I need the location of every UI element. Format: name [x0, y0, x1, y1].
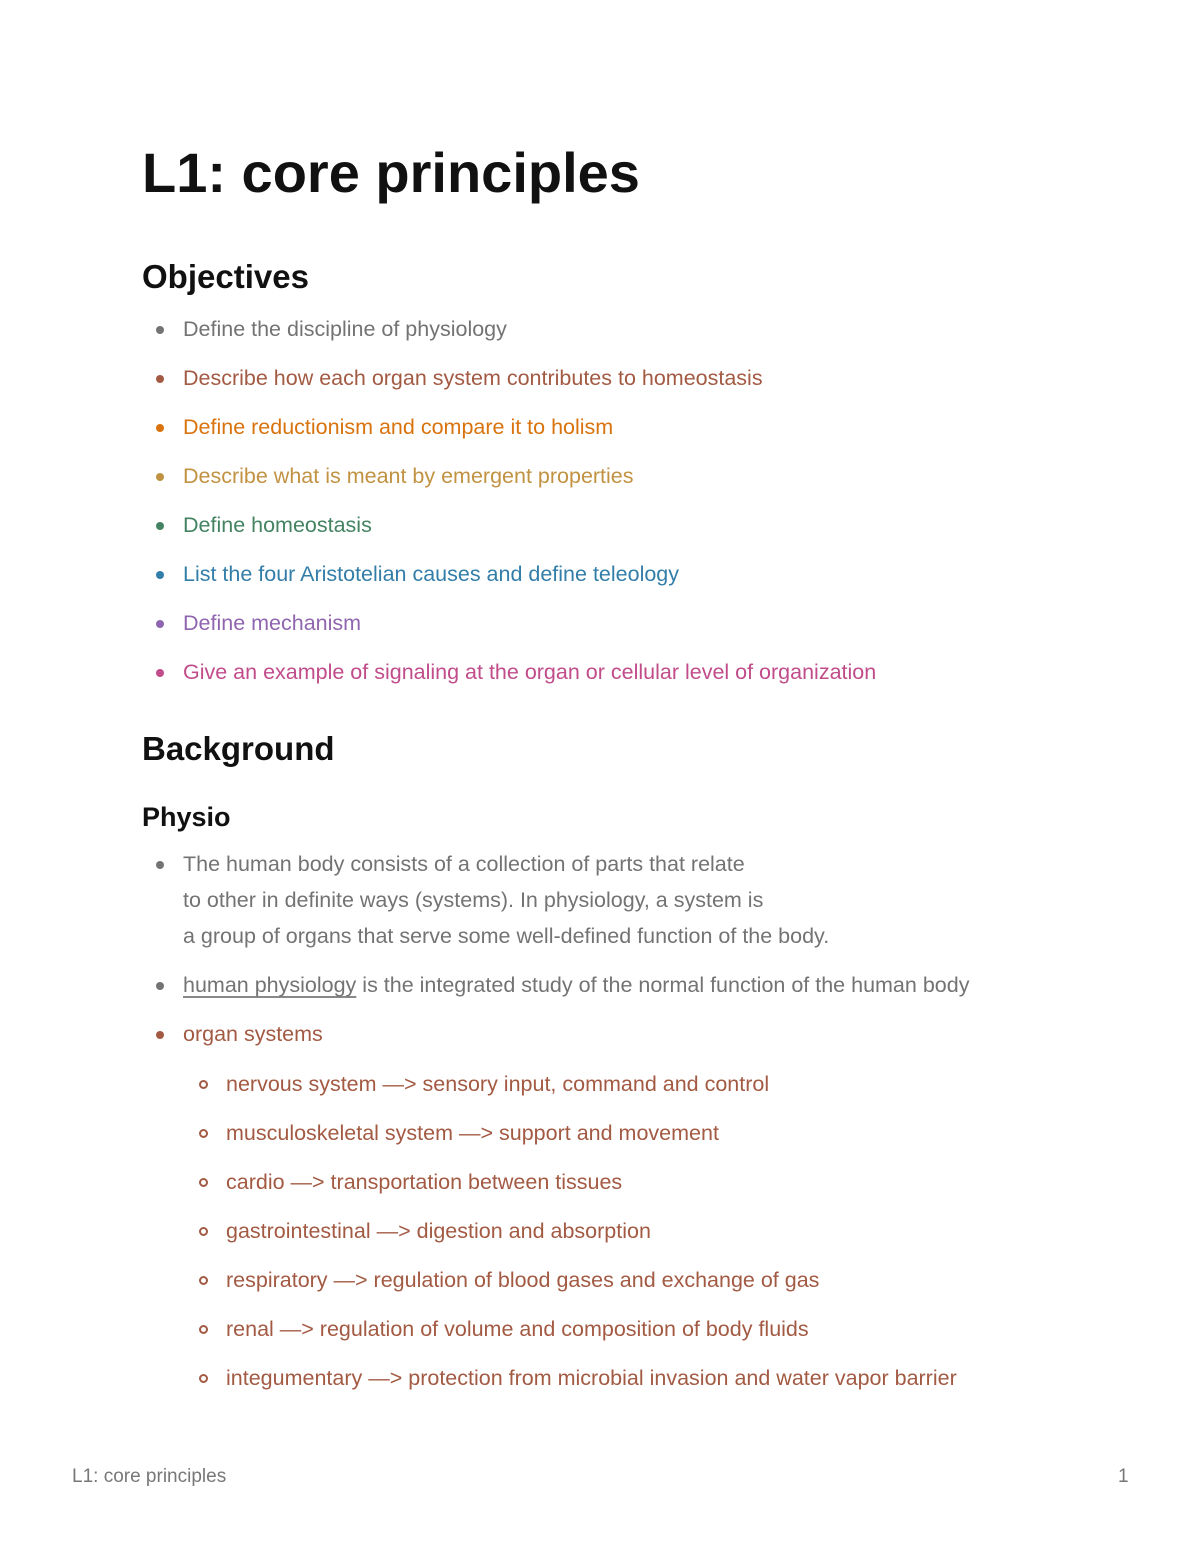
hollow-bullet-icon	[199, 1080, 208, 1089]
list-item	[142, 1164, 1102, 1200]
bullet-icon	[156, 1031, 164, 1039]
background-heading: Background	[142, 730, 335, 767]
list-item	[142, 311, 1102, 347]
page-title: L1: core principles	[142, 141, 640, 204]
list-item-text: Define homeostasis	[183, 513, 372, 537]
objectives-list	[142, 311, 1102, 690]
list-item-text: cardio —> transportation between tissues	[226, 1170, 623, 1194]
bullet-icon	[156, 424, 164, 432]
list-item-text: musculoskeletal system —> support and movement	[226, 1121, 719, 1145]
bullet-icon	[156, 326, 164, 334]
objectives-heading: Objectives	[142, 258, 309, 295]
bullet-icon	[156, 861, 164, 869]
list-item-text: renal —> regulation of volume and composition of body fluids	[226, 1317, 809, 1341]
list-item-text: Define the discipline of physiology	[183, 317, 507, 341]
hollow-bullet-icon	[199, 1325, 208, 1334]
list-item-text: organ systems	[183, 1022, 323, 1046]
bullet-icon	[156, 473, 164, 481]
list-item	[142, 654, 1102, 690]
list-item	[142, 458, 1102, 494]
list-item-text: Describe what is meant by emergent properties	[183, 464, 634, 488]
list-item	[142, 1066, 1102, 1102]
physio-list	[142, 846, 1102, 1052]
list-item-text-line: a group of organs that serve some well-defined function of the body.	[183, 924, 830, 948]
list-item-text: gastrointestinal —> digestion and absorption	[226, 1219, 651, 1243]
bullet-icon	[156, 982, 164, 990]
underlined-term: human physiology	[183, 973, 357, 997]
list-item	[142, 1016, 1102, 1052]
hollow-bullet-icon	[199, 1227, 208, 1236]
list-item	[142, 1115, 1102, 1151]
list-item	[142, 409, 1102, 445]
hollow-bullet-icon	[199, 1276, 208, 1285]
list-item	[142, 1360, 1102, 1396]
organ-systems-list	[142, 1066, 1102, 1396]
bullet-icon	[156, 571, 164, 579]
list-item-text: Define mechanism	[183, 611, 362, 635]
bullet-icon	[156, 620, 164, 628]
footer-title: L1: core principles	[72, 1466, 227, 1487]
list-item	[142, 360, 1102, 396]
list-item-text: is the integrated study of the normal function of the human body	[356, 973, 970, 997]
list-item-text-line: to other in definite ways (systems). In physiology, a system is	[183, 888, 764, 912]
list-item-text-line: The human body consists of a collection of parts that relate	[183, 852, 745, 876]
list-item-text: Give an example of signaling at the organ or cellular level of organization	[183, 660, 877, 684]
list-item-text: Define reductionism and compare it to holism	[183, 415, 614, 439]
bullet-icon	[156, 522, 164, 530]
list-item	[142, 1311, 1102, 1347]
list-item	[142, 967, 1102, 1003]
list-item	[142, 507, 1102, 543]
list-item	[142, 1213, 1102, 1249]
list-item-text: respiratory —> regulation of blood gases and exchange of gas	[226, 1268, 820, 1292]
list-item-text: Describe how each organ system contributes to homeostasis	[183, 366, 763, 390]
hollow-bullet-icon	[199, 1178, 208, 1187]
page-number: 1	[1118, 1466, 1129, 1487]
hollow-bullet-icon	[199, 1374, 208, 1383]
list-item	[142, 1262, 1102, 1298]
list-item-text: nervous system —> sensory input, command and control	[226, 1072, 770, 1096]
bullet-icon	[156, 669, 164, 677]
list-item-text: integumentary —> protection from microbial invasion and water vapor barrier	[226, 1366, 957, 1390]
hollow-bullet-icon	[199, 1129, 208, 1138]
bullet-icon	[156, 375, 164, 383]
physio-heading: Physio	[142, 802, 231, 832]
list-item	[142, 846, 1102, 954]
list-item-text: List the four Aristotelian causes and define teleology	[183, 562, 680, 586]
list-item	[142, 556, 1102, 592]
list-item	[142, 605, 1102, 641]
